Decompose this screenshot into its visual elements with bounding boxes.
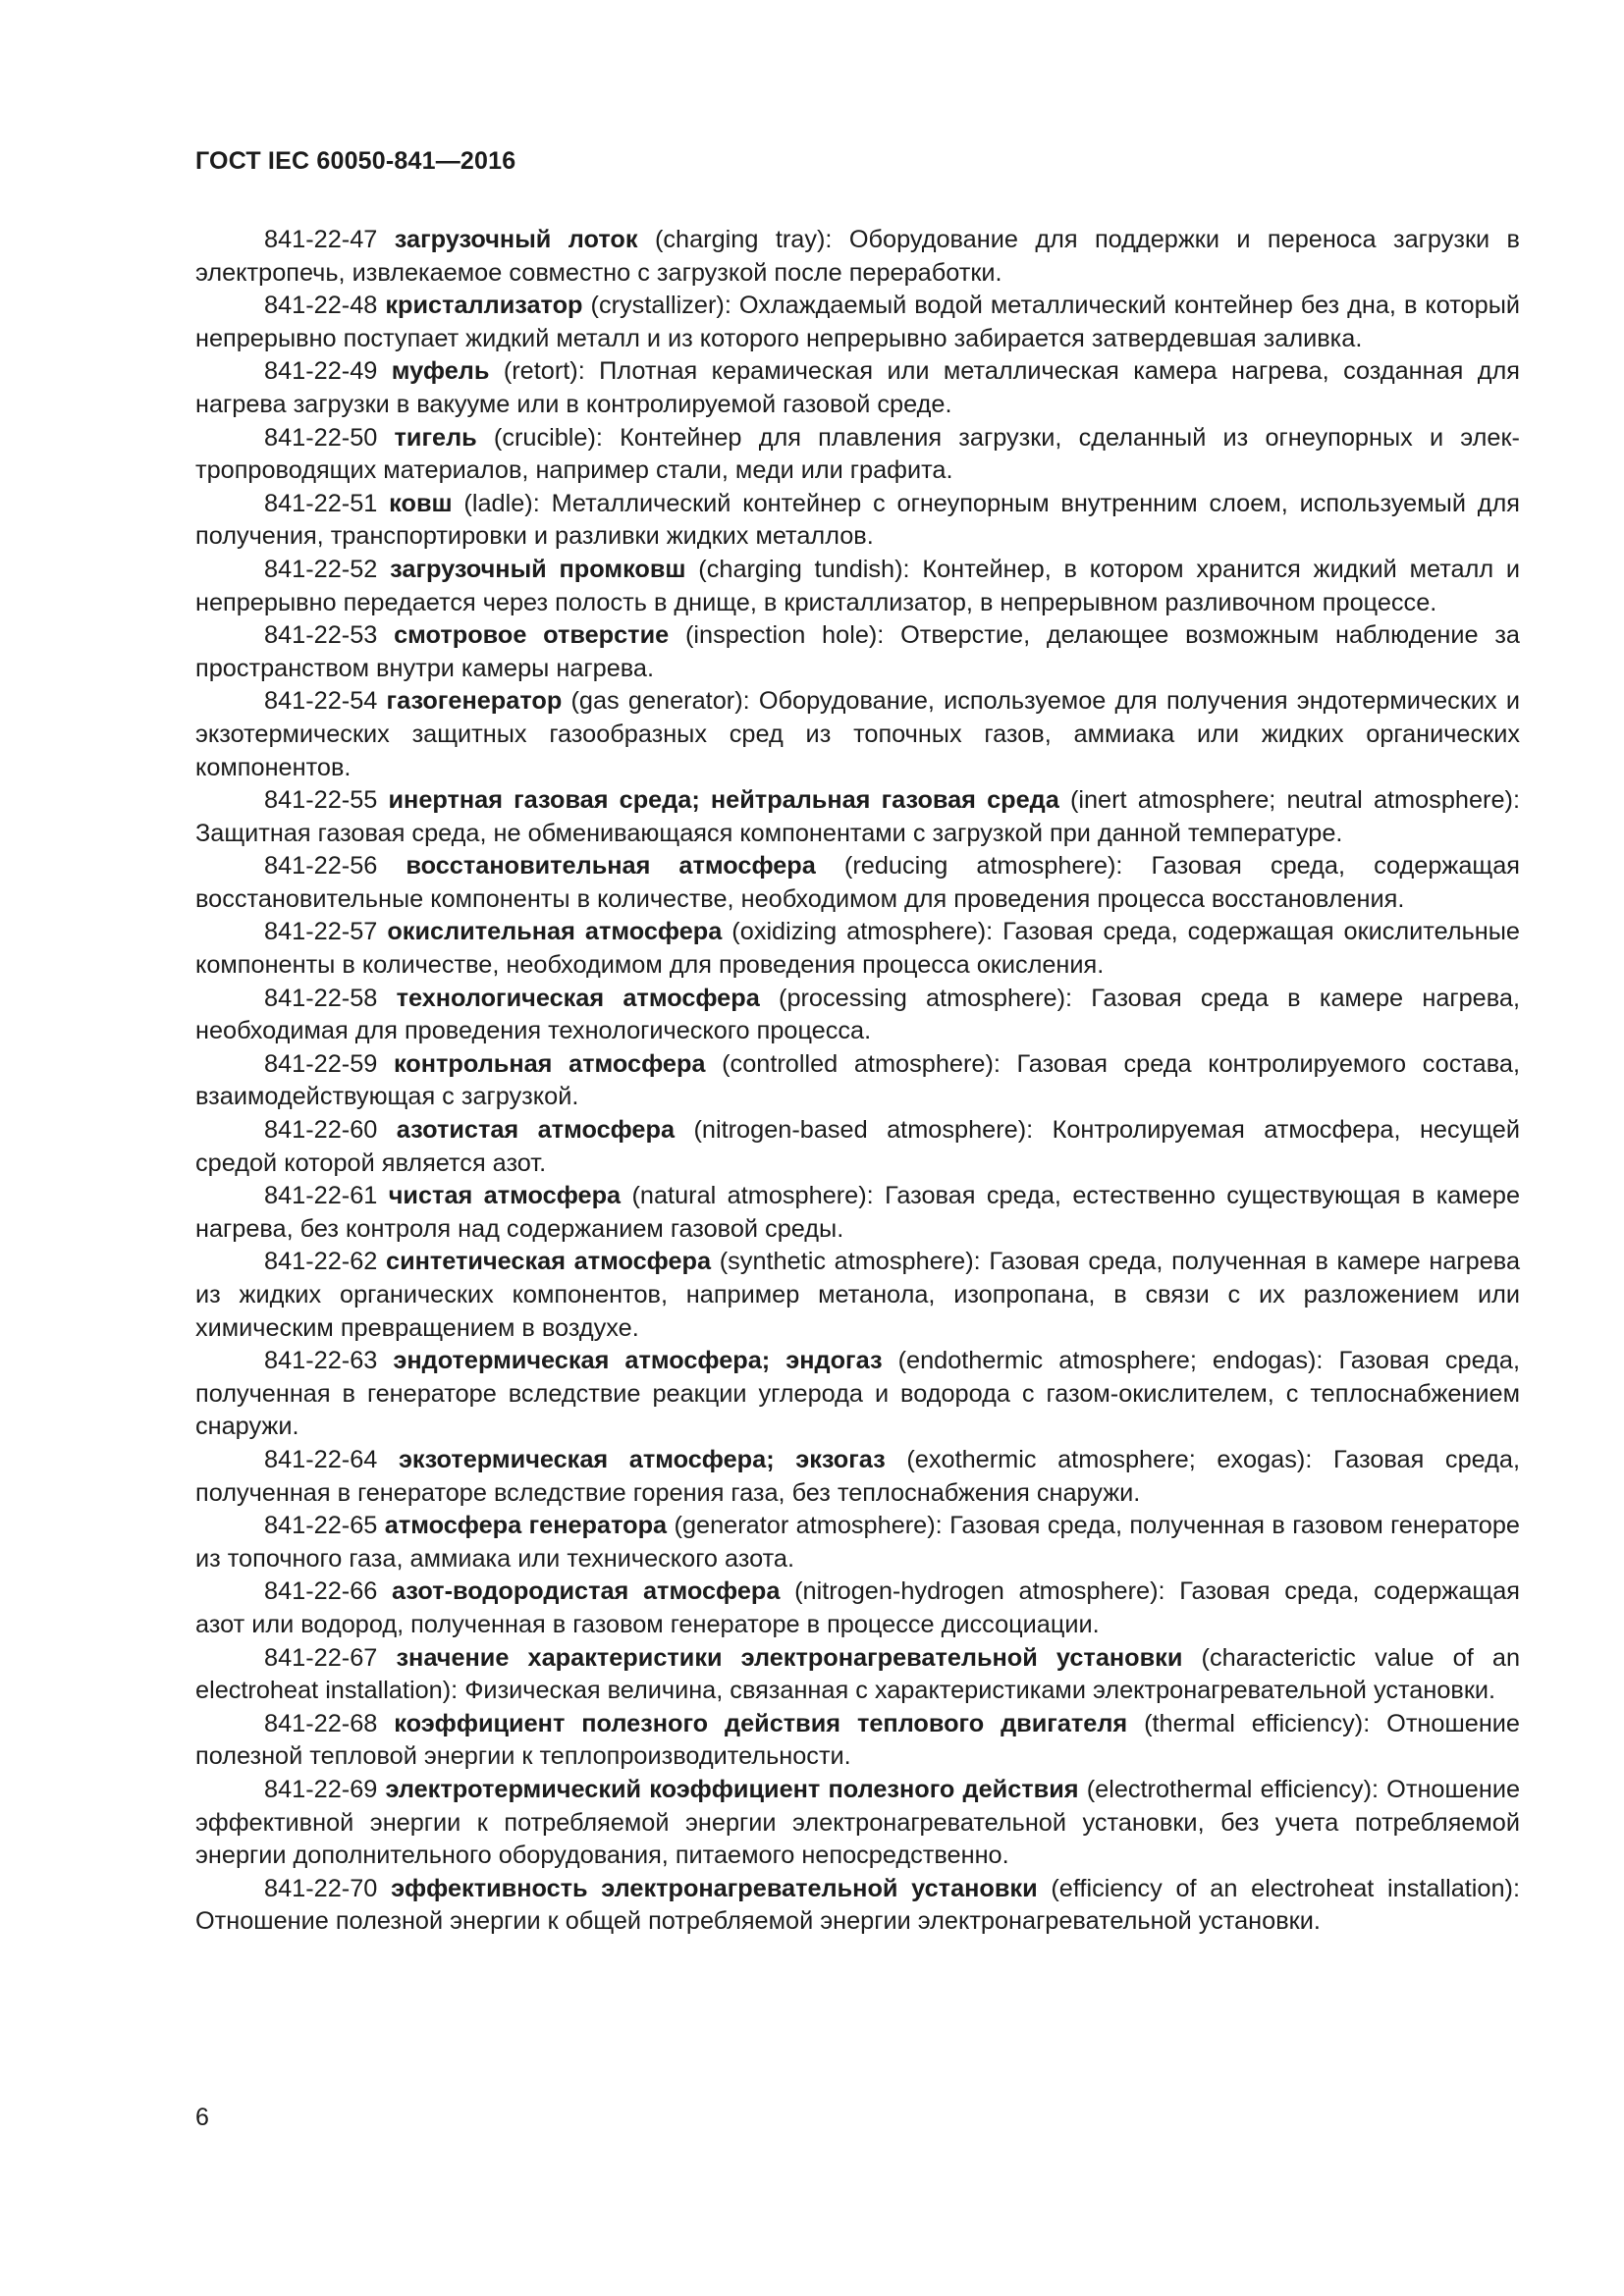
entry-definition: (crystallizer): Охлаждаемый водой металлический контейнер без дна, в который непрерывно поступает жидкий металл и из которого непрерывно забирается затвердевшая заливка. [195, 292, 1521, 352]
entry-841-22-51 [195, 488, 1520, 554]
entry-definition: (natural atmosphere): Газовая среда, естественно существующая в камере нагрева, без контроля над содержанием газовой среды. [195, 1182, 1521, 1243]
entry-number: 841-22-59 [264, 1049, 378, 1078]
entry-number: 841-22-52 [264, 555, 378, 583]
entry-number: 841-22-62 [264, 1248, 378, 1276]
entry-term: смотровое отверстие [394, 621, 670, 650]
document-body [195, 224, 1520, 1939]
entry-841-22-48 [195, 290, 1520, 355]
entry-definition: (controlled atmosphere): Газовая среда контролируемого состава, взаимодействующая с загрузкой. [195, 1049, 1520, 1111]
entry-841-22-56 [195, 850, 1520, 916]
entry-term: технологическая атмосфера [396, 984, 760, 1012]
entry-841-22-59 [195, 1048, 1520, 1114]
entry-841-22-54 [195, 685, 1520, 784]
entry-term: атмосфера генератора [384, 1512, 668, 1540]
entry-number: 841-22-70 [264, 1874, 378, 1902]
entry-term: эндотермическая атмосфера; эндогаз [393, 1347, 883, 1375]
entry-841-22-62 [195, 1246, 1520, 1345]
entry-841-22-50 [195, 422, 1520, 488]
document-header: ГОСТ IEC 60050-841—2016 [195, 147, 516, 175]
entry-841-22-68 [195, 1708, 1520, 1774]
entry-definition: (charging tundish): Контейнер, в котором хранится жидкий металл и непрерывно передается через полость в днище, в кристаллизатор, в непрерывном разливочном процессе. [195, 555, 1521, 616]
entry-841-22-47 [195, 224, 1520, 290]
entry-number: 841-22-58 [264, 984, 378, 1012]
page-number: 6 [195, 2104, 209, 2131]
entry-definition: (gas generator): Оборудование, используемое для получения эндотермических и экзотермических защитных газообразных сред из топочных газов, аммиака или жидких органических компонентов. [195, 687, 1520, 781]
entry-term: электротермический коэффициент полезного действия [385, 1775, 1079, 1803]
entry-term: азот-водородистая атмосфера [392, 1577, 781, 1606]
entry-definition: (synthetic atmosphere): Газовая среда, полученная в камере нагрева из жидких органических компонентов, например метанола, изопропана, в связи с их разложением или химическим превращением в воздухе. [195, 1248, 1521, 1342]
entry-number: 841-22-54 [264, 687, 378, 716]
entry-definition: (inspection hole): Отверстие, делающее возможным наблюдение за пространством внутри камеры нагрева. [195, 621, 1520, 682]
entry-term: муфель [391, 357, 490, 386]
entry-841-22-61 [195, 1180, 1520, 1246]
entry-term: эффективность электронагревательной установки [391, 1874, 1038, 1902]
entry-number: 841-22-56 [264, 852, 378, 881]
entry-841-22-57 [195, 916, 1520, 982]
entry-number: 841-22-47 [264, 226, 378, 253]
entry-841-22-58 [195, 983, 1520, 1048]
entry-841-22-55 [195, 784, 1520, 850]
entry-term: тигель [394, 423, 477, 452]
entry-definition: (exothermic atmosphere; exogas): Газовая среда, полученная в генераторе вследствие горения газа, без теплоснабжения снаружи. [195, 1445, 1521, 1507]
entry-841-22-52 [195, 554, 1520, 619]
entry-term: восстановительная атмосфера [406, 852, 816, 881]
entry-term: азотистая атмосфера [396, 1116, 676, 1145]
entry-definition: (endothermic atmosphere; endogas): Газовая среда, полученная в генераторе вследствие реакции углерода и водорода с газом-окислителем, с теплоснабжением снаружи. [195, 1347, 1520, 1441]
entry-number: 841-22-60 [264, 1116, 378, 1145]
entry-definition: (processing atmosphere): Газовая среда в камере нагрева, необходимая для проведения технологического процесса. [195, 984, 1521, 1045]
entry-number: 841-22-65 [264, 1512, 378, 1540]
entry-definition: (charging tray): Оборудование для поддержки и переноса загрузки в электропечь, извлекаемое совместно с загрузкой после переработки. [195, 226, 1521, 287]
entry-number: 841-22-64 [264, 1445, 378, 1473]
entry-841-22-49 [195, 355, 1520, 421]
entry-number: 841-22-48 [264, 292, 378, 320]
entry-definition: (reducing atmosphere): Газовая среда, содержащая восстановительные компоненты в количестве, необходимом для проведения процесса восстановления. [195, 852, 1520, 913]
entry-definition: (inert atmosphere; neutral atmosphere): Защитная газовая среда, не обменивающаяся компонентами с загрузкой при данной температуре. [195, 786, 1520, 847]
entry-definition: (ladle): Металлический контейнер с огнеупорным внутренним слоем, используемый для получения, транспортировки и разливки жидких металлов. [195, 489, 1520, 551]
entry-term: загрузочный лоток [394, 226, 638, 253]
entry-term: контрольная атмосфера [393, 1049, 706, 1078]
entry-number: 841-22-61 [264, 1182, 378, 1210]
entry-definition: (thermal efficiency): Отношение полезной тепловой энергии к теплопроизводительности. [195, 1709, 1520, 1771]
entry-number: 841-22-49 [264, 357, 378, 386]
entry-term: коэффициент полезного действия теплового двигателя [394, 1709, 1128, 1737]
entry-841-22-69 [195, 1774, 1520, 1873]
entry-definition: (electrothermal efficiency): Отношение эффективной энергии к потребляемой энергии электронагревательной установки, без учета потребляемой энергии дополнительного оборудования, питаемого непосредственно. [195, 1775, 1521, 1870]
entry-841-22-65 [195, 1510, 1520, 1575]
entry-term: инертная газовая среда; нейтральная газовая среда [388, 786, 1059, 815]
entry-number: 841-22-53 [264, 621, 378, 650]
entry-term: синтетическая атмосфера [386, 1248, 712, 1276]
entry-term: газогенератор [386, 687, 563, 716]
entry-number: 841-22-51 [264, 489, 378, 517]
entry-number: 841-22-50 [264, 423, 378, 452]
entry-definition: (oxidizing atmosphere): Газовая среда, содержащая окислительные компоненты в количестве, необходимом для проведения процесса окисления. [195, 918, 1521, 980]
entry-term: чистая атмосфера [388, 1182, 622, 1210]
entry-term: окислительная атмосфера [387, 918, 723, 946]
entry-definition: (crucible): Контейнер для плавления загрузки, сделанный из огнеупорных и электропроводящих материалов, например стали, меди или графита. [195, 423, 1520, 485]
entry-841-22-70 [195, 1873, 1520, 1939]
entry-841-22-67 [195, 1642, 1520, 1708]
entry-definition: (efficiency of an electroheat installation): Отношение полезной энергии к общей потребляемой энергии электронагревательной установки. [195, 1874, 1520, 1936]
entry-term: загрузочный промковш [390, 555, 686, 583]
entry-841-22-63 [195, 1345, 1520, 1444]
entry-841-22-64 [195, 1444, 1520, 1510]
entry-841-22-53 [195, 619, 1520, 685]
entry-term: значение характеристики электронагревательной установки [396, 1643, 1183, 1672]
entry-term: кристаллизатор [385, 292, 583, 320]
entry-841-22-60 [195, 1114, 1520, 1180]
entry-number: 841-22-69 [264, 1775, 378, 1803]
entry-term: экзотермическая атмосфера; экзогаз [398, 1445, 886, 1473]
entry-number: 841-22-66 [264, 1577, 378, 1606]
entry-definition: (retort): Плотная керамическая или металлическая камера нагрева, созданная для нагрева загрузки в вакууме или в контролируемой газовой среде. [195, 357, 1521, 418]
entry-number: 841-22-55 [264, 786, 378, 815]
entry-number: 841-22-63 [264, 1347, 378, 1375]
entry-definition: (nitrogen-hydrogen atmosphere): Газовая среда, содержащая азот или водород, полученная в газовом генераторе в процессе диссоциации. [195, 1577, 1520, 1638]
entry-841-22-66 [195, 1575, 1520, 1641]
entry-term: ковш [389, 489, 453, 517]
entry-definition: (generator atmosphere): Газовая среда, полученная в газовом генераторе из топочного газа, аммиака или технического азота. [195, 1512, 1521, 1573]
entry-definition: (characterictic value of an electroheat installation): Физическая величина, связанная с характеристиками электронагревательной установки. [195, 1643, 1521, 1705]
entry-number: 841-22-67 [264, 1643, 378, 1672]
entry-definition: (nitrogen-based atmosphere): Контролируемая атмосфера, несущей средой которой является азот. [195, 1116, 1521, 1177]
entry-number: 841-22-68 [264, 1709, 378, 1737]
entry-number: 841-22-57 [264, 918, 378, 946]
